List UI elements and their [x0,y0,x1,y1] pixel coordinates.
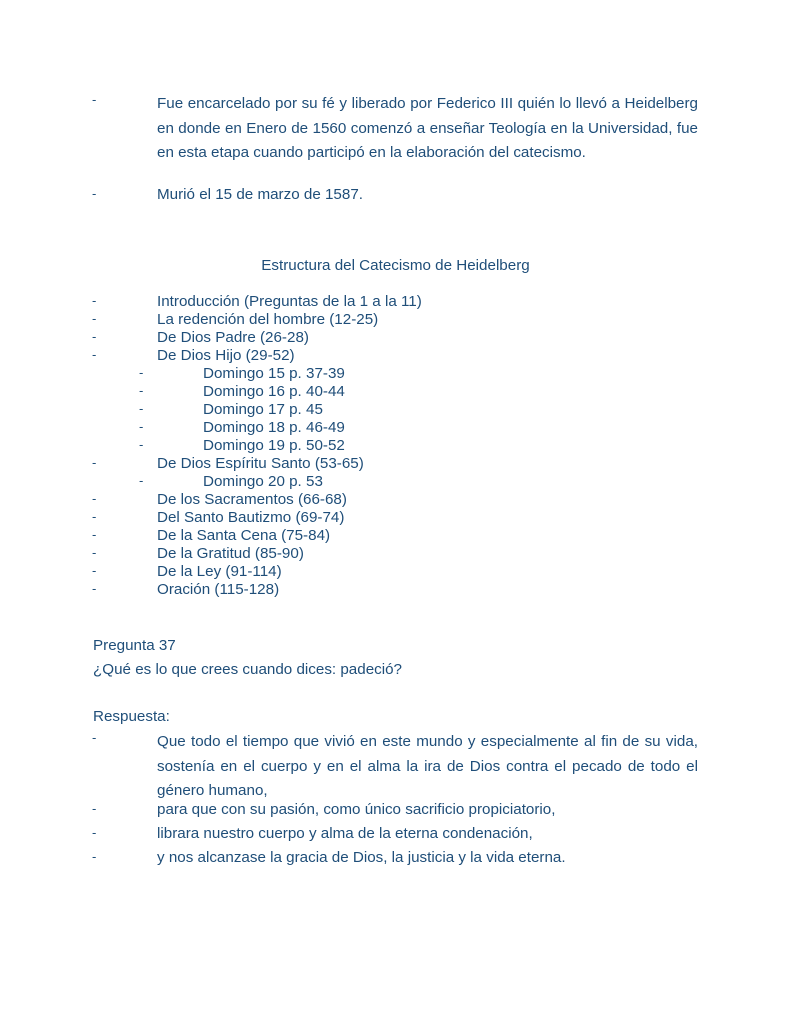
list-item-text: De Dios Hijo (29-52) [157,347,295,364]
section-heading: Estructura del Catecismo de Heidelberg [261,257,530,274]
bio-item-text: Fue encarcelado por su fé y liberado por Federico III quién lo llevó a Heidelberg en donde en Enero de 1560 comenzó a enseñar Teología en la Universidad, fue en esta etapa cuando participó en la elaboración del catecismo. [157,95,698,161]
list-item-text: Domingo 16 p. 40-44 [203,383,345,400]
bullet-dash: - [92,545,97,560]
answer-label: Respuesta: [93,708,170,725]
bullet-dash: - [92,801,97,816]
answer-item-text: librara nuestro cuerpo y alma de la eterna condenación, [157,825,533,842]
list-item-text: De Dios Padre (26-28) [157,329,309,346]
list-item-text: De la Santa Cena (75-84) [157,527,331,544]
bullet-dash: - [92,293,97,308]
bullet-dash: - [92,311,97,326]
bullet-dash: - [92,581,97,596]
answer-item-text: Que todo el tiempo que vivió en este mundo y especialmente al fin de su vida, sostenía en el cuerpo y en el alma la ira de Dios contra el pecado de todo el género humano, [157,733,698,799]
list-item-text: Domingo 15 p. 37-39 [203,365,345,382]
answer-item-text: para que con su pasión, como único sacrificio propiciatorio, [157,801,556,818]
question-label: Pregunta 37 [93,637,176,654]
question-text: ¿Qué es lo que crees cuando dices: padeció? [93,661,403,678]
list-item-text: De los Sacramentos (66-68) [157,491,347,508]
bullet-dash: - [92,455,97,470]
bullet-dash: - [92,92,97,107]
bullet-dash: - [92,825,97,840]
list-item-text: Domingo 19 p. 50-52 [203,437,345,454]
bullet-dash: - [92,491,97,506]
bullet-dash: - [92,186,97,201]
list-item-text: Introducción (Preguntas de la 1 a la 11) [157,293,422,310]
list-item-text: Del Santo Bautizmo (69-74) [157,509,345,526]
list-item-text: Oración (115-128) [157,581,280,598]
list-item-text: De Dios Espíritu Santo (53-65) [157,455,364,472]
bullet-dash: - [139,437,144,452]
bullet-dash: - [92,527,97,542]
list-item-text: La redención del hombre (12-25) [157,311,379,328]
list-item-text: De la Ley (91-114) [157,563,282,580]
bullet-dash: - [92,563,97,578]
bullet-dash: - [139,401,144,416]
bullet-dash: - [92,329,97,344]
list-item-text: Domingo 18 p. 46-49 [203,419,345,436]
bio-item-text: Murió el 15 de marzo de 1587. [157,186,363,203]
bullet-dash: - [139,419,144,434]
bullet-dash: - [92,347,97,362]
bullet-dash: - [92,509,97,524]
bullet-dash: - [92,849,97,864]
list-item-text: Domingo 20 p. 53 [203,473,323,490]
list-item-text: De la Gratitud (85-90) [157,545,304,562]
bullet-dash: - [139,365,144,380]
answer-item-text: y nos alcanzase la gracia de Dios, la justicia y la vida eterna. [157,849,566,866]
bullet-dash: - [92,730,97,745]
bullet-dash: - [139,383,144,398]
bullet-dash: - [139,473,144,488]
list-item-text: Domingo 17 p. 45 [203,401,323,418]
